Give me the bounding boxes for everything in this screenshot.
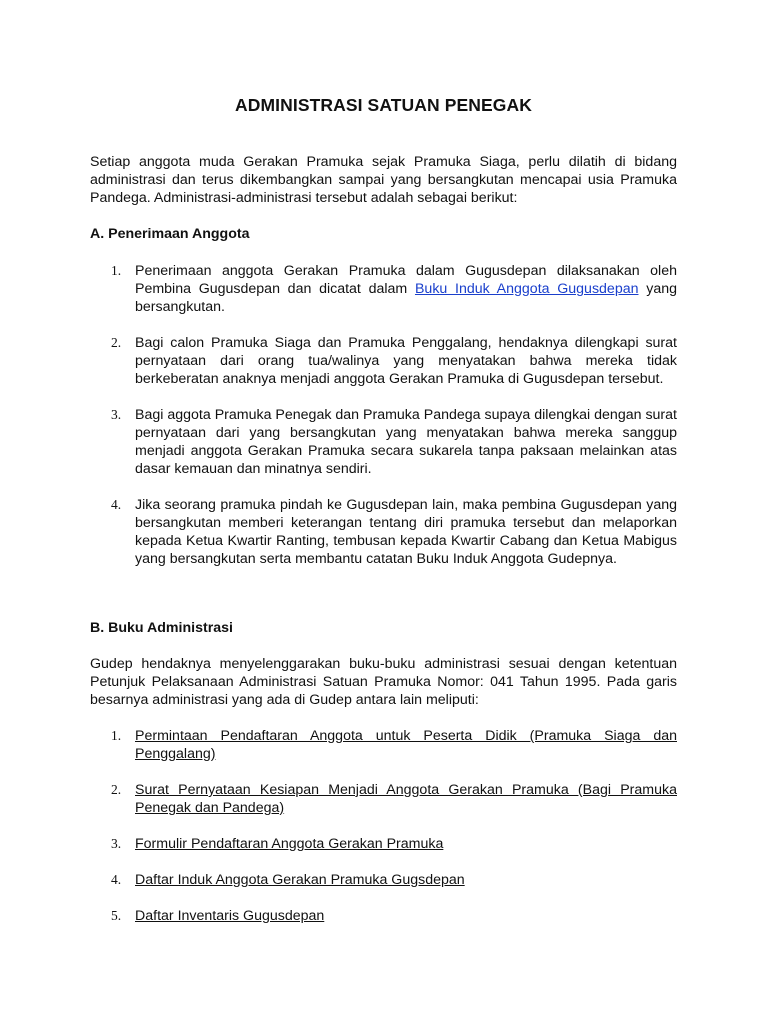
daftar-inventaris-link[interactable]: Daftar Inventaris Gugusdepan <box>135 908 325 924</box>
list-item-text: Penerimaan anggota Gerakan Pramuka dalam Gugusdepan dilaksanakan oleh Pembina Gugusdepan dan dicatat dalam <box>135 263 677 297</box>
list-item-number: 1. <box>111 263 122 278</box>
surat-pernyataan-link[interactable]: Surat Pernyataan Kesiapan Menjadi Anggota Gerakan Pramuka (Bagi Pramuka Penegak dan Pandega) <box>135 782 677 816</box>
list-item-number: 4. <box>111 497 122 512</box>
list-item <box>90 262 677 316</box>
section-b-paragraph: Gudep hendaknya menyelenggarakan buku-buku administrasi sesuai dengan ketentuan Petunjuk Pelaksanaan Administrasi Satuan Pramuka Nomor: 041 Tahun 1995. Pada garis besarnya administrasi yang ada di Gudep antara lain meliputi: <box>90 656 677 708</box>
section-b-list <box>90 727 677 943</box>
list-item <box>90 334 677 388</box>
list-item-number: 2. <box>111 782 122 797</box>
list-item-text: Bagi aggota Pramuka Penegak dan Pramuka Pandega supaya dilengkai dengan surat pernyataan dari yang bersangkutan yang menyatakan bahwa mereka sanggup menjadi anggota Gerakan Pramuka secara sukarela tanpa paksaan melainkan atas dasar kemauan dan minatnya sendiri. <box>135 407 677 477</box>
section-a-heading: A. Penerimaan Anggota <box>90 226 250 242</box>
formulir-pendaftaran-link[interactable]: Formulir Pendaftaran Anggota Gerakan Pramuka <box>135 836 444 852</box>
list-item-number: 4. <box>111 872 122 887</box>
intro-paragraph: Setiap anggota muda Gerakan Pramuka sejak Pramuka Siaga, perlu dilatih di bidang administrasi dan terus dikembangkan sampai yang bersangkutan mencapai usia Pramuka Pandega. Administrasi-administrasi tersebut adalah sebagai berikut: <box>90 154 677 206</box>
list-item <box>90 835 677 853</box>
list-item <box>90 907 677 925</box>
list-item-text: Jika seorang pramuka pindah ke Gugusdepan lain, maka pembina Gugusdepan yang bersangkutan memberi keterangan tentang diri pramuka tersebut dan melaporkan kepada Ketua Kwartir Ranting, tembusan kepada Kwartir Cabang dan Ketua Mabigus yang bersangkutan serta membantu catatan Buku Induk Anggota Gudepnya. <box>135 497 677 567</box>
list-item <box>90 496 677 568</box>
permintaan-pendaftaran-link[interactable]: Permintaan Pendaftaran Anggota untuk Peserta Didik (Pramuka Siaga dan Penggalang) <box>135 728 677 762</box>
list-item <box>90 406 677 478</box>
section-b-heading: B. Buku Administrasi <box>90 620 233 636</box>
list-item-number: 1. <box>111 728 122 743</box>
list-item-number: 3. <box>111 407 122 422</box>
daftar-induk-link[interactable]: Daftar Induk Anggota Gerakan Pramuka Gugsdepan <box>135 872 465 888</box>
list-item-number: 2. <box>111 335 122 350</box>
list-item <box>90 727 677 763</box>
section-a-list <box>90 262 677 586</box>
list-item-number: 5. <box>111 908 122 923</box>
list-item-number: 3. <box>111 836 122 851</box>
list-item <box>90 871 677 889</box>
page-title: ADMINISTRASI SATUAN PENEGAK <box>235 95 532 115</box>
list-item <box>90 781 677 817</box>
list-item-text: Bagi calon Pramuka Siaga dan Pramuka Penggalang, hendaknya dilengkapi surat pernyataan dari orang tua/walinya yang menyatakan bahwa mereka tidak berkeberatan anaknya menjadi anggota Gerakan Pramuka di Gugusdepan tersebut. <box>135 335 677 387</box>
buku-induk-link[interactable]: Buku Induk Anggota Gugusdepan <box>414 281 639 297</box>
list-item-text: yang bersangkutan. <box>135 281 677 315</box>
